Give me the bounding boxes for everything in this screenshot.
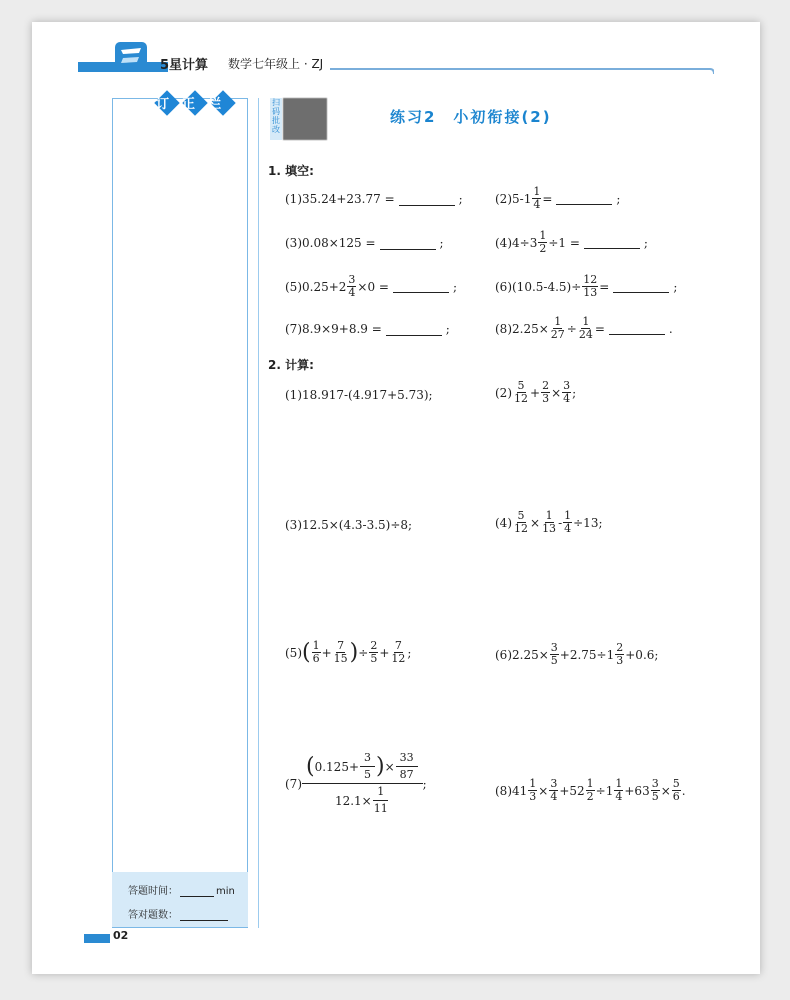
- column-divider: [258, 98, 259, 928]
- correct-count-row: 答对题数：: [128, 906, 230, 921]
- correction-footer: [112, 872, 248, 927]
- calc-item-3: (3) 12.5×(4.3-3.5)÷8;: [285, 518, 413, 532]
- fill-item-5: (5) 0.25+2 $\frac{3}{4}$ ×0 = ;: [285, 273, 458, 299]
- fill-item-3: (3) 0.08×125 = ;: [285, 236, 444, 250]
- page-title: 练习2 小初衔接(2): [390, 108, 552, 126]
- correction-column: [112, 98, 248, 928]
- header-rule: [330, 66, 714, 74]
- correction-heading: [150, 88, 242, 118]
- fill-item-1: (1) 35.24+23.77 = ;: [285, 192, 463, 206]
- qr-code[interactable]: [283, 98, 327, 140]
- calc-item-7: (7) ( 0.125+ $\frac{3}{5}$ ) × $\frac{33}{87}$ 12.1× $\frac{1}{11}$ ;: [285, 751, 427, 815]
- fill-item-2: (2) 5-1 $\frac{1}{4}$ = ;: [495, 185, 621, 211]
- calc-item-6: (6) 2.25× $\frac{3}{5}$ +2.75÷1 $\frac{2}{3}$ +0.6 ;: [495, 641, 659, 667]
- section1-heading: 1. 填空:: [268, 164, 314, 178]
- page-number: 02: [113, 929, 129, 942]
- section2-heading: 2. 计算:: [268, 358, 314, 372]
- page-number-bar: [84, 934, 110, 943]
- book-title: 数学七年级上 · ZJ: [228, 57, 324, 71]
- brand-title: 5星计算: [160, 58, 209, 73]
- fill-item-4: (4) 4÷3 $\frac{1}{2}$ ÷1 = ;: [495, 229, 648, 255]
- calc-item-4: (4) $\frac{5}{12}$ × $\frac{1}{13}$ - $\frac{1}{4}$ ÷13 ;: [495, 509, 603, 535]
- logo-icon: [113, 40, 149, 70]
- fill-item-6: (6) (10.5-4.5)÷ $\frac{12}{13}$ = ;: [495, 273, 678, 299]
- qr-label: 扫码批改: [270, 98, 282, 140]
- calc-item-8: (8) 41 $\frac{1}{3}$ × $\frac{3}{4}$ +52 $\frac{1}{2}$ ÷1 $\frac{1}{4}$ +63 $\frac{3}{5}$ × $\frac{5}{6}$ .: [495, 777, 686, 803]
- fill-item-7: (7) 8.9×9+8.9 = ;: [285, 322, 450, 336]
- fill-item-8: (8) 2.25× $\frac{1}{27}$ ÷ $\frac{1}{24}$ = .: [495, 315, 673, 341]
- answer-time-row: 答题时间： min: [128, 886, 235, 897]
- calc-item-1: (1) 18.917-(4.917+5.73);: [285, 388, 433, 402]
- calc-item-2: (2) $\frac{5}{12}$ + $\frac{2}{3}$ × $\frac{3}{4}$ ;: [495, 379, 577, 405]
- correction-title: 订正栏: [155, 97, 235, 112]
- calc-item-5: (5) ( $\frac{1}{6}$ + $\frac{7}{15}$ ) ÷ $\frac{2}{5}$ + $\frac{7}{12}$ ;: [285, 639, 412, 665]
